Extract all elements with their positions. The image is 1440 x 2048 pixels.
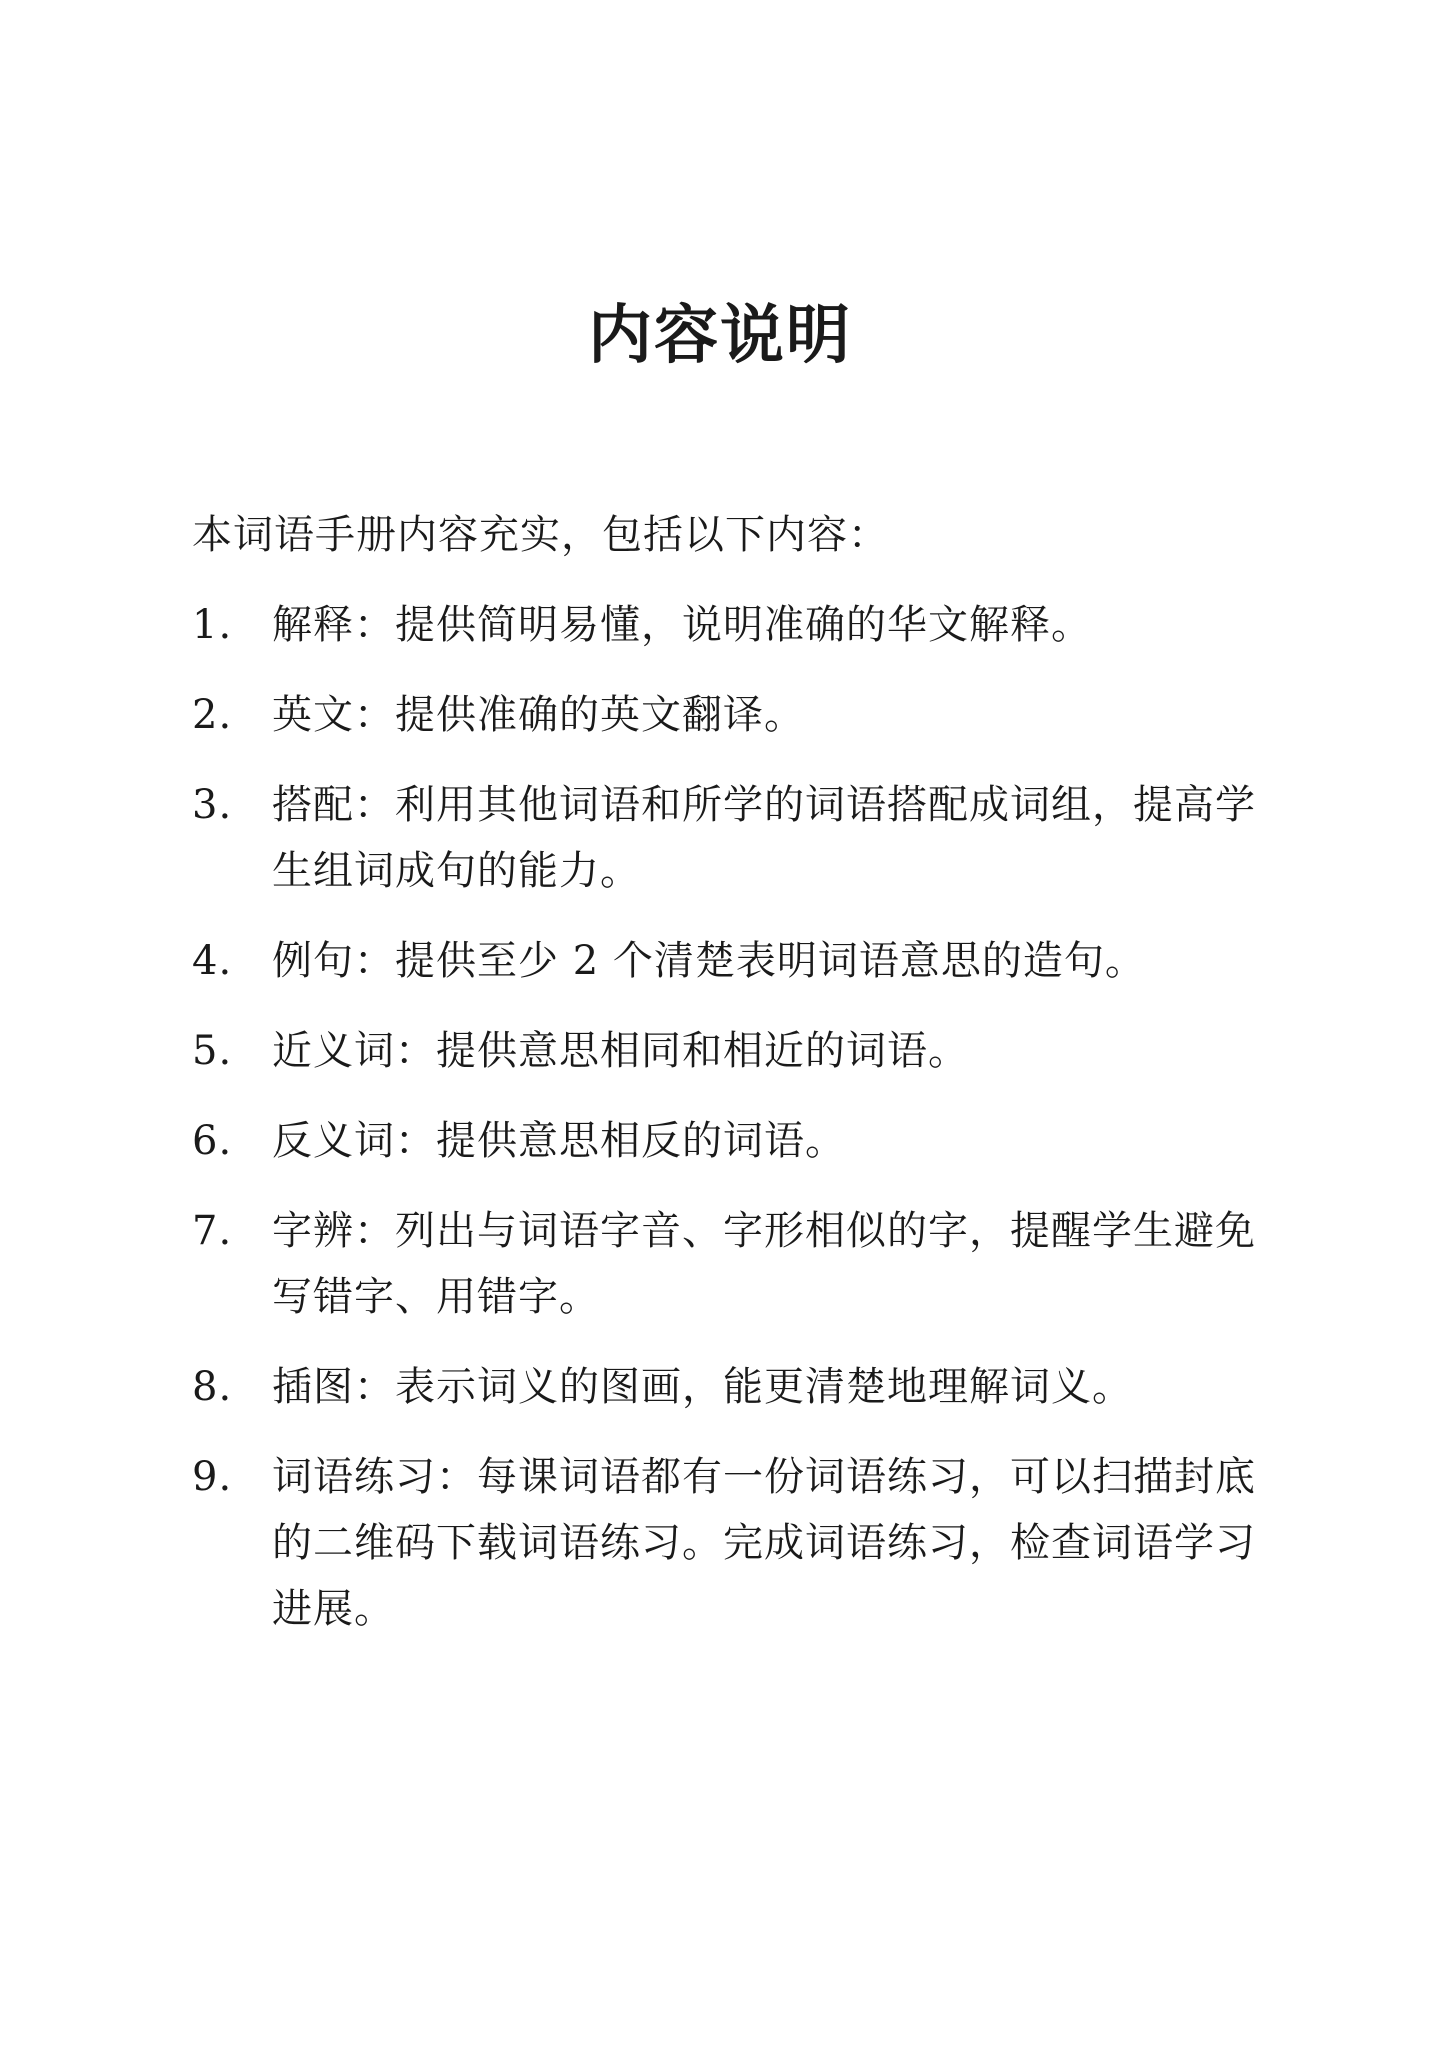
list-item-number: 7. (192, 1208, 233, 1254)
list-item-text: 反义词：提供意思相反的词语。 (272, 1118, 846, 1164)
list-item-text: 解释：提供简明易懂，说明准确的华文解释。 (272, 602, 1092, 648)
list-item-number: 1. (192, 602, 233, 648)
list-item (192, 928, 1272, 994)
list-item (192, 1018, 1272, 1084)
list-item-text: 插图：表示词义的图画，能更清楚地理解词义。 (272, 1364, 1133, 1410)
intro-paragraph: 本词语手册内容充实，包括以下内容： (192, 512, 889, 558)
list-item-text: 字辨：列出与词语字音、字形相似的字，提醒学生避免写错字、用错字。 (272, 1208, 1256, 1320)
list-item (192, 592, 1272, 658)
list-item (192, 772, 1272, 904)
list-item (192, 1354, 1272, 1420)
list-item (192, 1198, 1272, 1330)
content-body (192, 502, 1272, 1666)
list-item-number: 8. (192, 1364, 233, 1410)
list-item (192, 1444, 1272, 1642)
list-item-number: 9. (192, 1454, 233, 1500)
page-title: 内容说明 (588, 299, 852, 373)
list-item-number: 2. (192, 692, 233, 738)
list-item-text: 英文：提供准确的英文翻译。 (272, 692, 805, 738)
list-item-number: 3. (192, 782, 233, 828)
list-item-text: 近义词：提供意思相同和相近的词语。 (272, 1028, 969, 1074)
list-item-text: 搭配：利用其他词语和所学的词语搭配成词组，提高学生组词成句的能力。 (272, 782, 1256, 894)
list-item-text: 例句：提供至少 2 个清楚表明词语意思的造句。 (272, 938, 1146, 984)
list-item (192, 682, 1272, 748)
list-item-number: 4. (192, 938, 233, 984)
content-list (192, 592, 1272, 1642)
list-item-text: 词语练习：每课词语都有一份词语练习，可以扫描封底的二维码下载词语练习。完成词语练习，检查词语学习进展。 (272, 1454, 1256, 1632)
list-item-number: 5. (192, 1028, 233, 1074)
list-item (192, 1108, 1272, 1174)
list-item-number: 6. (192, 1118, 233, 1164)
